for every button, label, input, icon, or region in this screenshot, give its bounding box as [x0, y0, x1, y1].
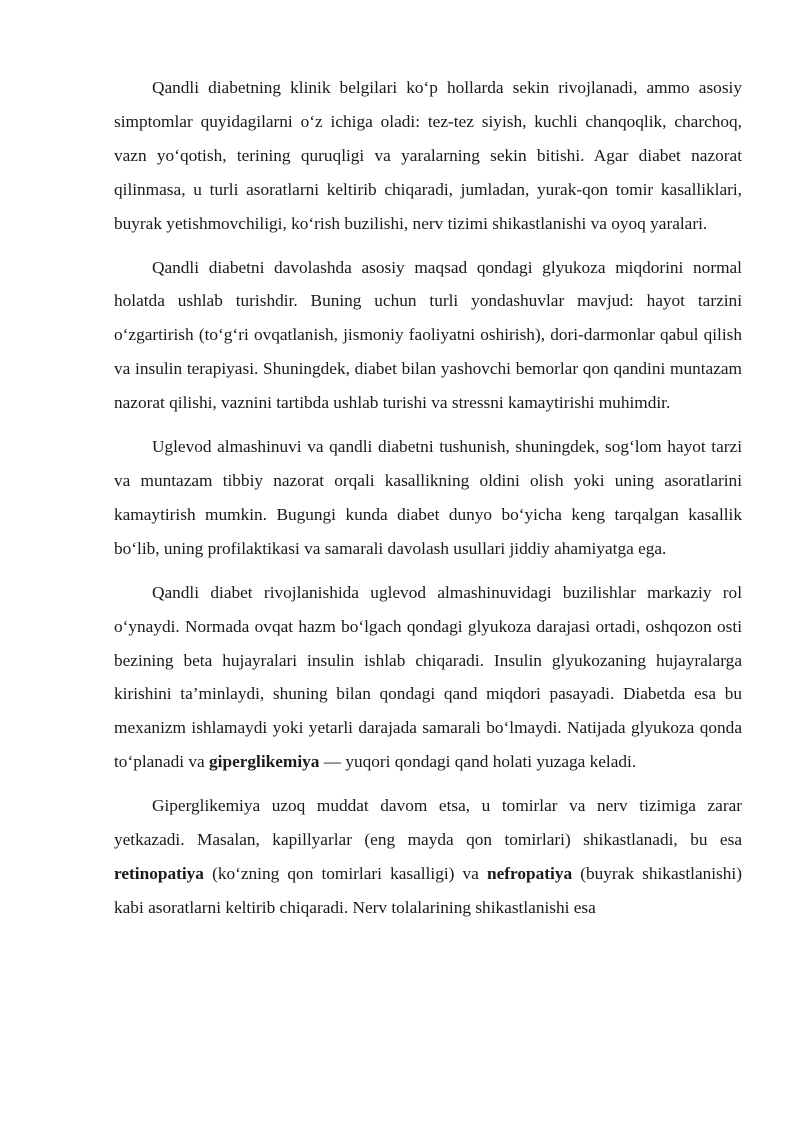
term-nephropathy: nefropatiya — [486, 863, 573, 883]
term-hyperglycemia: giperglikemiya — [209, 752, 320, 772]
paragraph-complications-text-after: (buyrak shikastlanishi) kabi asoratlarni keltirib chiqaradi. Nerv tolalarining shikastlanishi esa — [114, 863, 742, 917]
paragraph-treatment-text: Qandli diabetni davolashda asosiy maqsad qondagi glyukoza miqdorini normal holatda ushlab turishdir. Buning uchun turli yondashuvlar mavjud: hayot tarzini o‘zgartirish (to‘g‘ri ovqatlanish, jismoniy faoliyatni oshirish), dori-darmonlar qabul qilish va insulin terapiyasi. Shuningdek, diabet bilan yashovchi bemorlar qon qandini muntazam nazorat qilishi, vaznini tartibda ushlab turishi va stressni kamaytirishi muhimdir. — [114, 257, 742, 413]
paragraph-carbohydrate-text-before: Qandli diabet rivojlanishida uglevod almashinuvidagi buzilishlar markaziy rol o‘ynaydi. Normada ovqat hazm bo‘lgach qondagi glyukoza darajasi ortadi, oshqozon osti bezining beta hujayralari insulin ishlab chiqaradi. Insulin glyukozaning hujayralarga kirishini ta’minlaydi, shuning bilan qondagi qand miqdori pasayadi. Diabetda esa bu mexanizm ishlamaydi yoki yetarli darajada samarali bo‘lmaydi. Natijada glyukoza qonda to‘planadi va — [114, 582, 742, 772]
paragraph-complications — [114, 789, 742, 925]
paragraph-symptoms-text: Qandli diabetning klinik belgilari ko‘p hollarda sekin rivojlanadi, ammo asosiy simptomlar quyidagilarni o‘z ichiga oladi: tez-tez siyish, kuchli chanqoqlik, charchoq, vazn yo‘qotish, terining quruqligi va yaralarning sekin bitishi. Agar diabet nazorat qilinmasa, u turli asoratlarni keltirib chiqaradi, jumladan, yurak-qon tomir kasalliklari, buyrak yetishmovchiligi, ko‘rish buzilishi, nerv tizimi shikastlanishi va oyoq yaralari. — [114, 78, 742, 233]
paragraph-treatment — [114, 251, 742, 421]
paragraph-carbohydrate-text-after: — yuqori qondagi qand holati yuzaga keladi. — [319, 752, 637, 772]
paragraph-complications-text-middle: (ko‘zning qon tomirlari kasalligi) va — [203, 863, 487, 883]
term-retinopathy: retinopatiya — [114, 863, 204, 883]
paragraph-symptoms — [114, 71, 742, 241]
paragraph-complications-text-before: Giperglikemiya uzoq muddat davom etsa, u tomirlar va nerv tizimiga zarar yetkazadi. Masalan, kapillyarlar (eng mayda qon tomirlari) shikastlanadi, bu esa — [114, 796, 742, 850]
paragraph-carbohydrate-metabolism — [114, 576, 742, 779]
paragraph-prevention-text: Uglevod almashinuvi va qandli diabetni tushunish, shuningdek, sog‘lom hayot tarzi va muntazam tibbiy nazorat orqali kasallikning oldini olish yoki uning asoratlarini kamaytirish mumkin. Bugungi kunda diabet dunyo bo‘yicha keng tarqalgan kasallik bo‘lib, uning profilaktikasi va samarali davolash usullari jiddiy ahamiyatga ega. — [114, 437, 742, 558]
paragraph-prevention — [114, 430, 742, 566]
document-body — [114, 71, 742, 935]
